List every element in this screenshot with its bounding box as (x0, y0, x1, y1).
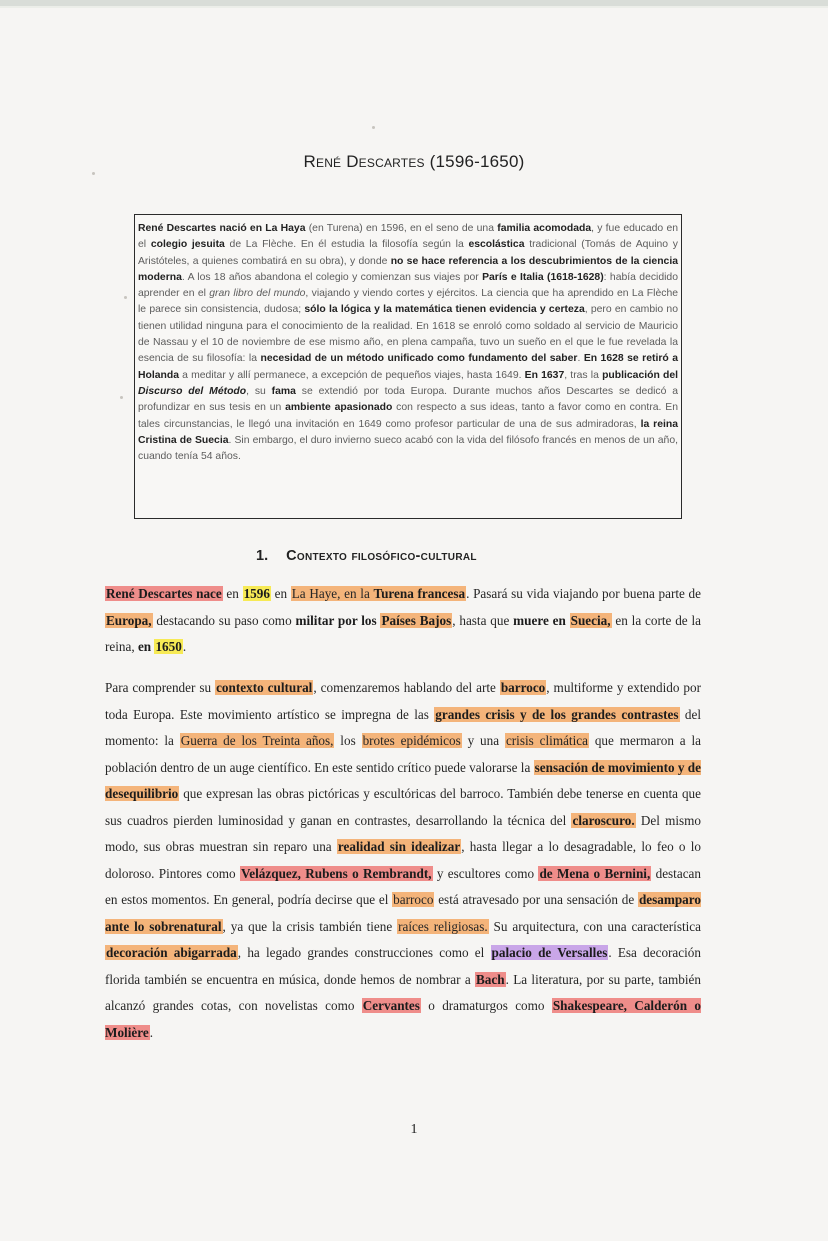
text-run: de Mena o Bernini, (539, 865, 651, 881)
text-run: En 1628 se retiró a Holanda (138, 353, 678, 381)
scan-speck (372, 126, 375, 129)
text-run: Su arquitectura, con una característica (488, 918, 701, 934)
text-run: crisis climática (505, 733, 588, 748)
scan-speck (120, 396, 123, 399)
text-run: con respecto a sus ideas, tanto a favor como en contra. En tales circunstancias, le llegó una invitación en 1649 como profesor particular de una de sus admiradoras, (138, 402, 678, 430)
text-run: familia acomodada (497, 223, 592, 234)
text-run: colegio jesuita (150, 239, 225, 251)
text-run: destacan en estos momentos. En general, podría decirse que el (105, 865, 701, 907)
text-run: necesidad de un método unificado como fundamento del saber (260, 353, 578, 365)
text-run: La Haye, en la (291, 586, 374, 601)
text-run: sensación de movimiento y de desequilibrio (105, 759, 701, 801)
text-run: claroscuro. (572, 812, 635, 828)
text-run: 1650 (155, 639, 182, 654)
text-run: , tras la (564, 369, 603, 381)
page-top-shadow (0, 6, 828, 8)
text-run: , viajando y viendo cortes y ejércitos. La ciencia que ha aprendido en La Flèche le parece sin consistencia, dudosa; (138, 288, 678, 316)
text-run: no se hace referencia a los descubrimientos de la ciencia moderna (138, 255, 678, 283)
text-run: . (182, 639, 187, 654)
section-heading (256, 548, 477, 564)
text-run: Países Bajos (381, 612, 452, 628)
text-run: Bach (476, 971, 505, 987)
text-run: Guerra de los Treinta años, (180, 733, 334, 748)
text-run: los (334, 733, 362, 748)
text-run: escolástica (468, 239, 525, 251)
text-run: desamparo ante lo sobrenatural (105, 892, 701, 934)
text-run: contexto cultural (216, 680, 313, 695)
text-run: a meditar y allí permanece, a excepción de pequeños viajes, hasta 1649. (179, 369, 525, 381)
text-run: grandes crisis y de los grandes contrastes (435, 706, 679, 722)
text-run: barroco (393, 892, 434, 907)
biography-box (134, 214, 682, 519)
section-title: Contexto filosófico-cultural (286, 548, 477, 564)
text-run: , ha legado grandes construcciones como el (237, 945, 491, 960)
text-run: (en Turena) en 1596, en el seno de una (305, 223, 498, 234)
text-run: . Pasará su vida viajando por buena parte de (466, 586, 701, 601)
text-run: 1596 (243, 586, 270, 601)
text-run: sólo la lógica y la matemática tienen evidencia y certeza (304, 304, 585, 316)
page-number: 1 (410, 1122, 418, 1137)
scan-speck (92, 172, 95, 175)
text-run: destacando su paso como (152, 612, 296, 628)
text-run: se extendió por toda Europa. Durante muchos años Descartes se dedicó a profundizar en sus tesis en un (138, 385, 679, 414)
text-run: : había decidido aprender en el (138, 271, 678, 300)
text-run: . (149, 1024, 153, 1040)
text-run: . Sin embargo, el duro invierno sueco acabó con la vida del filósofo francés en menos de un año, cuando tenía 54 años. (138, 434, 679, 463)
text-run: y escultores como (432, 865, 539, 881)
text-run: barroco (500, 680, 546, 695)
text-run: del momento: la (105, 706, 701, 748)
text-run: Discurso del Método (138, 385, 247, 397)
text-run: , su (246, 385, 272, 397)
text-run: , y fue educado en el (138, 223, 678, 251)
text-run: René Descartes nace (106, 586, 222, 601)
text-run: . (577, 353, 584, 365)
text-run: en (222, 586, 243, 601)
section-number: 1. (256, 548, 269, 564)
text-run: Shakespeare, Calderón o Molière (105, 998, 701, 1040)
paragraph-intro (105, 581, 701, 661)
text-run: raíces religiosas. (398, 918, 488, 934)
text-run: , hasta llegar a lo desagradable, lo feo o lo doloroso. Pintores como (105, 839, 701, 881)
text-run: en (137, 639, 155, 654)
text-run: Cervantes (362, 998, 420, 1013)
text-run: la reina Cristina de Suecia (138, 418, 679, 446)
text-run: brotes epidémicos (362, 733, 461, 748)
text-run: militar por los (295, 612, 381, 628)
page-title: René Descartes (1596-1650) (303, 152, 525, 171)
text-run: Turena francesa (373, 586, 466, 601)
text-run: En 1637 (524, 369, 565, 381)
text-run: fama (271, 385, 296, 397)
text-run: en la corte de la reina, (105, 612, 701, 654)
text-run: muere en (513, 612, 570, 628)
text-run: de La Flèche. En él estudia la filosofía según la (224, 239, 469, 251)
text-run: palacio de Versalles (491, 945, 608, 960)
text-run: , multiforme y extendido por toda Europa. Este movimiento artístico se impregna de las (105, 680, 701, 722)
text-run: París e Italia (1618-1628) (482, 271, 604, 283)
text-run: Velázquez, Rubens o Rembrandt, (240, 865, 432, 881)
text-run: en (270, 586, 291, 601)
text-run: realidad sin idealizar (337, 839, 461, 854)
text-run: , hasta que (452, 612, 514, 628)
scan-speck (124, 296, 127, 299)
text-run: Suecia, (570, 612, 611, 628)
text-run: Para comprender su (105, 680, 216, 695)
text-run: o dramaturgos como (420, 998, 552, 1013)
text-run: , comenzaremos hablando del arte (313, 680, 500, 695)
text-run: . A los 18 años abandona el colegio y comienzan sus viajes por (181, 271, 483, 283)
text-run: , pero en cambio no tienen utilidad ninguna para el conocimiento de la realidad. En 1618 se enroló como soldado al servicio de Mauricio de Nassau y el 10 de noviembre de ese mismo año, en plena campaña, tuvo un sueño en el que le fue revelada la esencia de su filosofía: la (138, 304, 678, 365)
text-run: que mermaron a la población dentro de un auge científico. En este sentido crítico puede valorarse la (105, 733, 702, 775)
text-run: . La literatura, por su parte, también alcanzó grandes cotas, con novelistas como (105, 971, 701, 1013)
text-run: Europa, (106, 612, 152, 628)
text-run: ambiente apasionado (285, 402, 393, 414)
paragraph-cultural-context (105, 675, 701, 1046)
text-run: , ya que la crisis también tiene (222, 918, 398, 934)
text-run: y una (461, 733, 505, 748)
text-run: decoración abigarrada (106, 945, 237, 960)
text-run: gran libro del mundo (209, 288, 306, 300)
text-run: René Descartes nació en La Haya (138, 223, 306, 234)
text-run: publicación del (602, 369, 678, 381)
text-run: . Esa decoración florida también se encuentra en música, donde hemos de nombrar a (105, 945, 701, 987)
text-run: que expresan las obras pictóricas y escultóricas del barroco. También debe tenerse en cuenta que sus cuadros pierden luminosidad y ganan en contrastes, desarrollando la técnica del (105, 786, 701, 828)
text-run: está atravesado por una sensación de (434, 892, 638, 907)
text-run: Del mismo modo, sus obras muestran sin reparo una (105, 812, 701, 854)
text-run: tradicional (Tomás de Aquino y Aristóteles, a quienes combatirá en su obra), y donde (138, 239, 678, 267)
